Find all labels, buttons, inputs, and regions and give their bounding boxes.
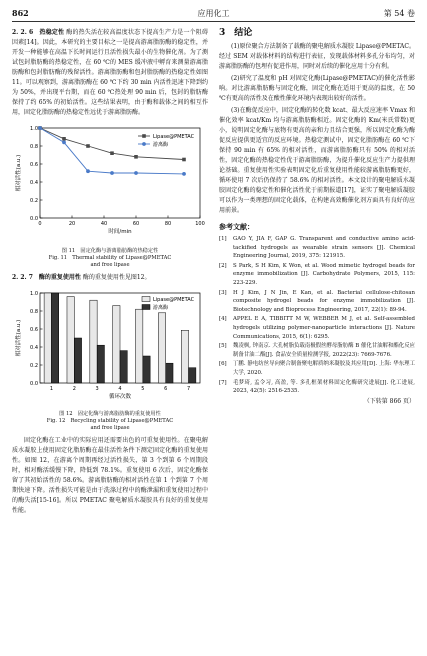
bar <box>67 297 74 383</box>
reference-number: [6] <box>219 361 227 368</box>
figure-11-chart <box>12 122 208 242</box>
figure-11-caption-cn: 图 11 固定化酶与游离脂肪酶的热稳定性 <box>61 248 159 254</box>
reuse-paragraph: 固定化酶在工业中的实际应用还需要出色的可重复使用性。在聚电解质水凝胶上使用固定化脂肪酶在最佳活性条件下测定固定化酶的重复使用性。如图 12，在游离个周期再经过活性损失，第 3 个到第 6 个周期段时，相对酶活缓慢下降，降低到 78.1%。重复使用 6 次后，固定化酶保留了其初始活性的 58.6%。游离脂肪酶的相对活性在第 1 个到第 7 个周期快速下降。活性损失可能是由于洗涤过程中的酶泄漏和重复使用过程中的酶失活[15-16]。所以 PMETAC 聚电解质水凝胶具有良好的重复使用性能。 <box>12 437 208 514</box>
section-2-2-6 <box>12 28 208 118</box>
legend-label: Lipase@PMETAC <box>153 296 195 303</box>
figure-11 <box>12 122 208 246</box>
bar <box>113 306 120 383</box>
data-point <box>134 155 138 159</box>
reference-item <box>219 360 415 377</box>
bar <box>44 293 51 383</box>
references-title: 参考文献： <box>219 222 254 231</box>
reference-item <box>219 315 415 341</box>
data-point <box>62 137 66 141</box>
figure-12-caption-en-2: and free lipase <box>90 425 130 431</box>
y-tick-label: 1.0 <box>30 125 38 132</box>
reference-list <box>219 235 415 396</box>
x-tick-label: 100 <box>195 221 205 227</box>
y-tick-label: 0.4 <box>30 179 38 186</box>
section-2-2-7-body: 酶的重复使用性见图12。 <box>82 274 151 281</box>
data-point <box>86 169 90 173</box>
legend-label: 游离酶 <box>153 141 169 148</box>
reference-item <box>219 342 415 359</box>
conclusion-2: (2)研究了温度和 pH 对固定化酶(Lipase@PMETAC)的催化活性影响。对比游离脂肪酶与固定化酶，固定化酶在适用于更高的温度，在 50 ℃有更高的活性及在酸性催化环境内表现出较好的活性。 <box>219 75 415 102</box>
x-tick-label: 0 <box>38 221 42 227</box>
section-2-2-7-title: 2. 2. 7 酶的重复使用性 <box>12 274 81 281</box>
reference-number: [4] <box>219 316 227 323</box>
bar <box>166 363 173 383</box>
figure-11-caption-en-1: Fig. 11 Thermal stability of Lipase@PMETAC <box>48 255 172 261</box>
reference-text: 丁鹏. 静电纺丝导向聚合制备聚电解质纳米凝胶及其应用[D]. 上海: 华东理工大学, 2020. <box>233 361 415 376</box>
figure-11-caption-en-2: and free lipase <box>90 262 130 268</box>
x-tick-label: 80 <box>164 221 172 227</box>
bar <box>181 330 188 383</box>
bar <box>74 338 81 383</box>
legend-label: 游离酶 <box>153 304 169 311</box>
conclusion-1: (1)原位聚合方法制备了载酶的聚电解质水凝胶 Lipase@PMETAC。经过 SEM 对载体材料的结构进行表征，发现载体材料多孔分布均匀，对游离脂肪酶的包埋有促进作用，同时对后续的催化应用十分有利。 <box>219 43 415 70</box>
reference-number: [1] <box>219 236 227 242</box>
bar <box>120 351 127 383</box>
reference-item <box>219 262 415 288</box>
x-tick-label: 20 <box>68 221 76 227</box>
legend-swatch <box>142 297 150 302</box>
x-tick-label: 1 <box>49 386 54 392</box>
page-header <box>12 8 415 20</box>
figure-12-caption-en-1: Fig. 12 Recycling stability of Lipase@PMETAC <box>46 418 174 424</box>
conclusion-3: (3)在酶促反应中，固定化酶的转化数 kcat、最大反应速率 Vmax 和催化效率 kcat/Km 均与游离脂肪酶相近。固定化酶的 Km(米氏常数)更小，说明固定化酶与底物有更高的亲和力且结合更强，所以固定化酶为酶促反应提供更适宜的反应环境。热稳定测试中，固定化脂肪酶在 60 ℃下保持 90 min 有 65% 的相对活性，而游离脂肪酶只有 50% 的相对活性，固定化酶的热稳定性优于游离脂肪酶，为提升催化反应生产力提供理论基础。重复使用性实验表明固定化后重复使用性能较游离脂肪酶更好，循环使用 7 次后仍保持了 58.6% 的相对活性。本文设计的聚电解质水凝胶固定化酶的稳定性和催化活性优于前期报道[17]，证实了聚电解质凝胶可以作为一类理想的固定化载体，在构建高效酶催化剂方面具有良好的应用前景。 <box>219 107 415 214</box>
reference-number: [3] <box>219 289 227 296</box>
data-point <box>86 144 90 148</box>
bar <box>97 345 104 383</box>
reference-text: 魏凌枫, 钟南京. 大孔树脂负载南极假丝酵母脂肪酶 B 催化甘油解和酯化反应制备甘油二酯[J]. 食品安全质量检测学报, 2022(23): 7669-7676. <box>233 343 415 358</box>
continued-note: （下转第 866 页） <box>363 397 415 405</box>
reference-item <box>219 235 415 261</box>
reference-number: [7] <box>219 379 227 386</box>
y-tick-label: 0.8 <box>30 143 38 150</box>
y-tick-label: 0.0 <box>30 215 38 222</box>
page-number: 862 <box>12 8 29 18</box>
data-point <box>110 151 114 155</box>
figure-12-caption <box>12 411 208 432</box>
left-column <box>12 28 208 518</box>
y-tick-label: 0.8 <box>30 308 38 315</box>
data-point <box>182 158 186 162</box>
reference-text: GAO Y, JIA F, GAP G. Transparent and conductive amino acid-tackified hydrogels as wearable strain sensors [J]. Chemical Engineering Journal, 2019, 375: 121915. <box>233 236 415 260</box>
data-point <box>38 126 42 130</box>
y-tick-label: 0.2 <box>30 362 38 369</box>
right-column <box>219 28 415 407</box>
journal-name: 应用化工 <box>197 9 230 18</box>
legend-label: Lipase@PMETAC <box>153 133 195 140</box>
figure-12-chart <box>12 287 208 405</box>
x-tick-label: 4 <box>118 386 122 392</box>
section-3-title: 3 结论 <box>219 28 253 38</box>
x-tick-label: 3 <box>95 386 99 392</box>
reference-item <box>219 289 415 315</box>
y-axis-label: 相对活性(a.u.) <box>16 319 22 357</box>
section-2-2-6-body: 酶的热失活在较高温度状态下提高生产力是一个阻碍因素[14]。因此，本研究的主要目标之一是提高游离脂肪酶的稳定性，并开发一种能够在高温下长时间运行且活性损失最小的生物催化剂。为了测试包封脂肪酶的热稳定性，在 60 ℃的 MES 缓冲液中孵育来测量游离脂肪酶和包封脂肪酶的残留活性。游离脂肪酶和包封脂肪酶的热稳定性如图 11。可以观察到，游离脂肪酶在 60 ℃下约 30 min 内活性迅速下降到约为 50%，并出现平台期，而在 60 ℃热处理 90 min 后，包封的脂肪酶保持了约 65% 的初始活性。这些结果表明，由于酶和载体之间的相互作用，固定化脂肪酶的热稳定性远优于游离脂肪酶。 <box>12 29 208 116</box>
y-tick-label: 0.6 <box>30 161 38 168</box>
bar <box>51 293 58 383</box>
section-2-2-6-title: 2. 2. 6 热稳定性 <box>12 29 65 36</box>
legend-marker <box>142 134 146 138</box>
volume-label: 第 54 卷 <box>383 9 415 18</box>
reference-number: [2] <box>219 262 227 269</box>
header-rule <box>12 21 415 22</box>
reference-text: APPEL E A, TIBBITT M W, WEBBER M J, et al. Self-assembled hydrogels utilizing polymer-nanoparticle interactions [J]. Nature Communications, 2015, 6(1): 6295. <box>233 316 415 340</box>
x-tick-label: 7 <box>186 386 191 392</box>
bar <box>90 300 97 383</box>
x-tick-label: 6 <box>164 386 168 392</box>
x-tick-label: 40 <box>100 221 108 227</box>
y-tick-label: 1.0 <box>30 290 38 297</box>
y-tick-label: 0.2 <box>30 197 38 204</box>
reference-text: S Park, S H Kim, K Won, et al. Wood mimetic hydrogel beads for enzyme immobilization [J]. Carbohydrate Polymers, 2015, 115: 223-229. <box>233 262 415 286</box>
bar <box>158 313 165 383</box>
reference-text: 毛梦琦, 孟令习, 高盈, 等. 多孔框架材料固定化酶研究进展[J]. 化工进展, 2023, 42(5): 2516-2535. <box>233 379 415 395</box>
data-point <box>134 171 138 175</box>
bar <box>189 368 196 383</box>
x-tick-label: 5 <box>141 386 145 392</box>
y-tick-label: 0.4 <box>30 344 38 351</box>
data-point <box>62 141 66 145</box>
reference-text: H J Kim, J N Jin, E Kan, et al. Bacterial cellulose-chitosan composite hydrogel beads for enzyme immobilization [J]. Biotechnology and Bioprocess Engineering, 2017, 22(1): 89-94. <box>233 289 415 313</box>
figure-12-caption-cn: 图 12 固定化酶与游离脂肪酶的重复使用性 <box>59 411 161 417</box>
reference-number: [5] <box>219 343 227 350</box>
reference-item <box>219 379 415 396</box>
x-tick-label: 60 <box>132 221 140 227</box>
legend-marker <box>142 142 146 146</box>
x-tick-label: 2 <box>72 386 76 392</box>
y-axis-label: 相对活性(a.u.) <box>16 154 22 192</box>
data-point <box>110 171 114 175</box>
legend-swatch <box>142 305 150 310</box>
bar <box>136 309 143 383</box>
y-tick-label: 0.6 <box>30 326 38 333</box>
bar <box>143 356 150 383</box>
figure-11-caption <box>12 248 208 269</box>
section-2-2-7 <box>12 273 208 283</box>
figure-12 <box>12 287 208 409</box>
x-axis-label: 循环次数 <box>108 394 132 400</box>
y-tick-label: 0.0 <box>30 380 38 387</box>
x-axis-label: 时间/min <box>108 229 132 235</box>
data-point <box>182 172 186 176</box>
